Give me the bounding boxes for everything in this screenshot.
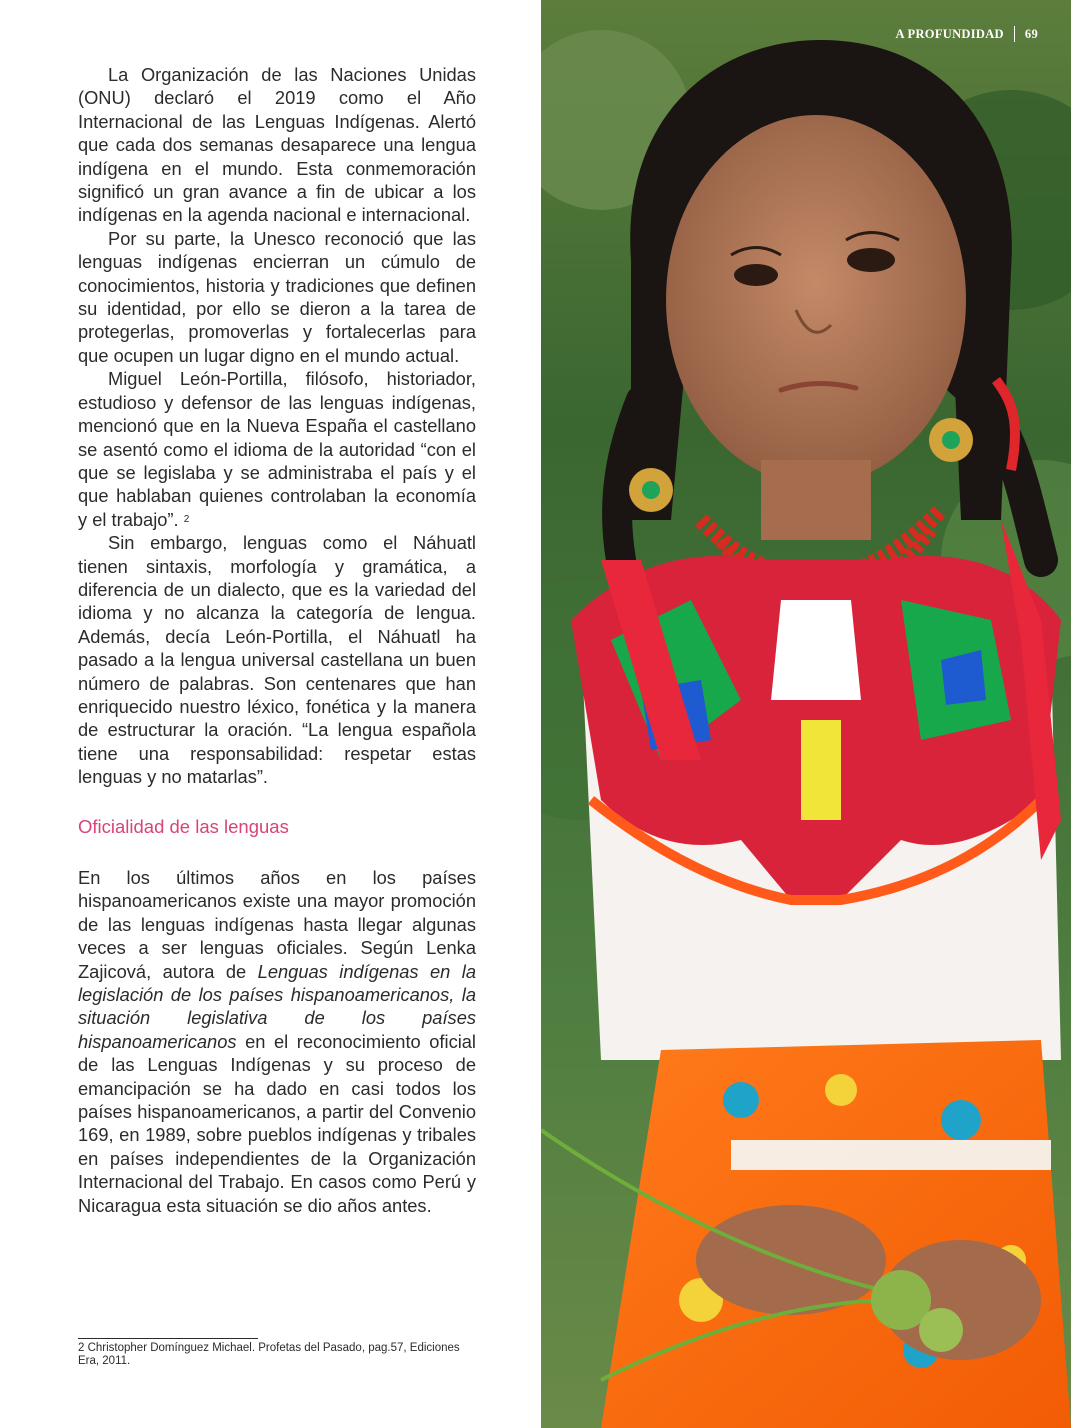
header-separator — [1014, 26, 1015, 42]
section-label: A PROFUNDIDAD — [895, 26, 1004, 41]
paragraph-oficialidad — [78, 866, 476, 1217]
paragraph-onu: La Organización de las Naciones Unidas (ONU) declaró el 2019 como el Año Internacional de las Lenguas Indígenas. Alertó que cada dos semanas desaparece una lengua indígena en el mundo. Esta conmemoración significó un gran avance a fin de ubicar a los indígenas en la agenda nacional e internacional. — [78, 64, 476, 226]
section-heading: Oficialidad de las lenguas — [78, 815, 289, 837]
page-number: 69 — [1024, 26, 1038, 41]
footnote — [78, 1338, 478, 1367]
photo-illustration — [541, 0, 1071, 1428]
paragraph-unesco: Por su parte, la Unesco reconoció que las lenguas indígenas encierran un cúmulo de conocimientos, historia y tradiciones que definen su identidad, por ello se dieron a la tarea de protegerlas, promoverlas y fortalecerlas para que ocupen un lugar digno en el mundo actual. — [78, 227, 476, 366]
footnote-text: 2 Christopher Domínguez Michael. Profetas del Pasado, pag.57, Ediciones Era, 2011. — [78, 1342, 460, 1367]
book-title: Lenguas indígenas en la legislación de los países hispanoamericanos, la situación legislativa de los países hispanoamericanos — [78, 960, 477, 1052]
paragraph-nahuatl: Sin embargo, lenguas como el Náhuatl tienen sintaxis, morfología y gramática, a diferencia de un dialecto, que es la variedad del idioma y no alcanza la categoría de lengua. Además, decía León-Portilla, el Náhuatl ha pasado a la lengua universal castellana un buen número de palabras. Son centenares que han enriquecido nuestro léxico, fonética y la manera de estructurar la oración. “La lengua española tiene una responsabilidad: respetar estas lenguas y no matarlas”. — [78, 532, 476, 788]
article-body — [78, 63, 476, 1217]
paragraph-oficialidad-end: en el reconocimiento oficial de las Lenguas Indígenas y su proceso de emancipación se ha dado en casi todos los países hispanoamericanos, a partir del Convenio 169, en 1989, sobre pueblos indígenas y tribales en países independientes de la Organización Internacional del Trabajo. En casos como Perú y Nicaragua esta situación se dio años antes. — [78, 1030, 476, 1216]
footnote-reference: 2 — [183, 513, 190, 525]
paragraph-oficialidad-start: En los últimos años en los países hispanoamericanos existe una mayor promoción de las lenguas indígenas hasta llegar algunas veces a ser lenguas oficiales. Según Lenka Zajicová, autora de — [78, 867, 476, 982]
paragraph-leon-portilla-text: Miguel León-Portilla, filósofo, historiador, estudioso y defensor de las lenguas indígenas, mencionó que en la Nueva España el castellano se asentó como el idioma de la autoridad “con el que se legislaba y se administraba el país y el que hablaban quienes controlaban la economía y el trabajo”. — [78, 368, 476, 530]
paragraph-leon-portilla — [78, 367, 476, 531]
photo-indigenous-girl — [541, 0, 1071, 1428]
page-header — [895, 26, 1038, 42]
footnote-rule — [78, 1338, 258, 1339]
